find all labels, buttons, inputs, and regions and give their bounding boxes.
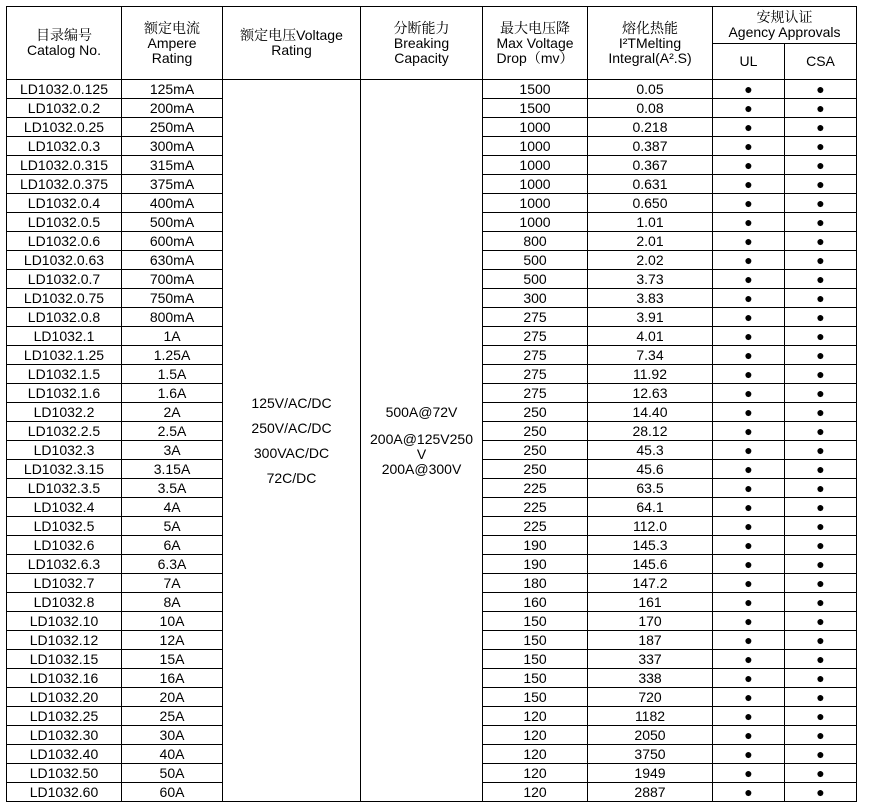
i2t-cell: 0.631 xyxy=(588,175,713,194)
ampere-cell: 1A xyxy=(122,327,223,346)
i2t-cell: 2.02 xyxy=(588,251,713,270)
csa-approval-cell: ● xyxy=(785,631,857,650)
breaking-capacity-line: 200A@300V xyxy=(381,460,462,477)
i2t-cell: 145.3 xyxy=(588,536,713,555)
ul-approval-cell: ● xyxy=(713,270,785,289)
ampere-cell: 3A xyxy=(122,441,223,460)
ampere-cell: 630mA xyxy=(122,251,223,270)
ul-approval-cell: ● xyxy=(713,593,785,612)
i2t-cell: 720 xyxy=(588,688,713,707)
ampere-cell: 200mA xyxy=(122,99,223,118)
drop-cell: 120 xyxy=(483,726,588,745)
catalog-cell: LD1032.6 xyxy=(7,536,122,555)
catalog-cell: LD1032.25 xyxy=(7,707,122,726)
ampere-cell: 15A xyxy=(122,650,223,669)
ul-approval-cell: ● xyxy=(713,99,785,118)
csa-approval-cell: ● xyxy=(785,555,857,574)
i2t-cell: 2050 xyxy=(588,726,713,745)
i2t-cell: 0.650 xyxy=(588,194,713,213)
i2t-cell: 170 xyxy=(588,612,713,631)
voltage-rating-line: 125V/AC/DC xyxy=(251,394,332,411)
csa-approval-cell: ● xyxy=(785,764,857,783)
catalog-cell: LD1032.0.375 xyxy=(7,175,122,194)
csa-approval-cell: ● xyxy=(785,726,857,745)
csa-approval-cell: ● xyxy=(785,137,857,156)
ul-approval-cell: ● xyxy=(713,422,785,441)
ul-approval-cell: ● xyxy=(713,289,785,308)
i2t-cell: 7.34 xyxy=(588,346,713,365)
csa-approval-cell: ● xyxy=(785,441,857,460)
ul-approval-cell: ● xyxy=(713,194,785,213)
csa-approval-cell: ● xyxy=(785,460,857,479)
drop-cell: 160 xyxy=(483,593,588,612)
catalog-cell: LD1032.16 xyxy=(7,669,122,688)
csa-approval-cell: ● xyxy=(785,156,857,175)
i2t-cell: 0.367 xyxy=(588,156,713,175)
drop-cell: 500 xyxy=(483,251,588,270)
catalog-cell: LD1032.0.25 xyxy=(7,118,122,137)
drop-cell: 1000 xyxy=(483,137,588,156)
i2t-header-en1: I²TMelting xyxy=(618,34,682,51)
catalog-cell: LD1032.0.125 xyxy=(7,80,122,99)
ampere-cell: 400mA xyxy=(122,194,223,213)
voltage-rating-line: 250V/AC/DC xyxy=(251,419,332,436)
breaking-capacity-line: V xyxy=(416,445,427,462)
csa-approval-cell: ● xyxy=(785,517,857,536)
voltage-rating-line: 300VAC/DC xyxy=(253,444,330,461)
catalog-cell: LD1032.0.63 xyxy=(7,251,122,270)
ul-approval-cell: ● xyxy=(713,156,785,175)
i2t-cell: 11.92 xyxy=(588,365,713,384)
csa-approval-cell: ● xyxy=(785,213,857,232)
i2t-header xyxy=(588,7,713,80)
csa-approval-cell: ● xyxy=(785,669,857,688)
csa-approval-cell: ● xyxy=(785,612,857,631)
drop-cell: 250 xyxy=(483,422,588,441)
ampere-cell: 20A xyxy=(122,688,223,707)
csa-approval-cell: ● xyxy=(785,688,857,707)
drop-header xyxy=(483,7,588,80)
ul-approval-cell: ● xyxy=(713,118,785,137)
catalog-cell: LD1032.0.7 xyxy=(7,270,122,289)
catalog-cell: LD1032.0.2 xyxy=(7,99,122,118)
ampere-cell: 750mA xyxy=(122,289,223,308)
breaking-header-cn: 分断能力 xyxy=(393,19,450,36)
ul-approval-cell: ● xyxy=(713,213,785,232)
drop-cell: 500 xyxy=(483,270,588,289)
catalog-cell: LD1032.6.3 xyxy=(7,555,122,574)
ampere-cell: 2A xyxy=(122,403,223,422)
breaking-capacity-cell xyxy=(361,80,483,802)
ul-approval-cell: ● xyxy=(713,745,785,764)
i2t-cell: 3750 xyxy=(588,745,713,764)
drop-cell: 120 xyxy=(483,764,588,783)
breaking-capacity-line: 200A@125V250 xyxy=(370,430,473,447)
ampere-cell: 125mA xyxy=(122,80,223,99)
i2t-cell: 1182 xyxy=(588,707,713,726)
ampere-header xyxy=(122,7,223,80)
ul-approval-cell: ● xyxy=(713,460,785,479)
ampere-cell: 6A xyxy=(122,536,223,555)
csa-approval-cell: ● xyxy=(785,99,857,118)
ul-approval-cell: ● xyxy=(713,631,785,650)
ul-approval-cell: ● xyxy=(713,251,785,270)
csa-approval-cell: ● xyxy=(785,175,857,194)
drop-cell: 300 xyxy=(483,289,588,308)
ampere-cell: 250mA xyxy=(122,118,223,137)
ul-approval-cell: ● xyxy=(713,384,785,403)
ul-header: UL xyxy=(713,43,785,80)
agency-header xyxy=(713,7,857,44)
catalog-header-en: Catalog No. xyxy=(27,42,101,58)
drop-cell: 250 xyxy=(483,441,588,460)
drop-cell: 150 xyxy=(483,612,588,631)
catalog-cell: LD1032.20 xyxy=(7,688,122,707)
ampere-cell: 40A xyxy=(122,745,223,764)
csa-approval-cell: ● xyxy=(785,422,857,441)
drop-cell: 180 xyxy=(483,574,588,593)
i2t-cell: 3.91 xyxy=(588,308,713,327)
ampere-cell: 4A xyxy=(122,498,223,517)
catalog-cell: LD1032.7 xyxy=(7,574,122,593)
catalog-cell: LD1032.12 xyxy=(7,631,122,650)
catalog-cell: LD1032.3.5 xyxy=(7,479,122,498)
i2t-cell: 1949 xyxy=(588,764,713,783)
i2t-cell: 64.1 xyxy=(588,498,713,517)
i2t-cell: 145.6 xyxy=(588,555,713,574)
ampere-cell: 50A xyxy=(122,764,223,783)
ampere-cell: 3.15A xyxy=(122,460,223,479)
ul-approval-cell: ● xyxy=(713,327,785,346)
ul-approval-cell: ● xyxy=(713,232,785,251)
voltage-rating-cell xyxy=(223,80,361,802)
drop-cell: 1000 xyxy=(483,175,588,194)
ul-approval-cell: ● xyxy=(713,764,785,783)
drop-cell: 190 xyxy=(483,536,588,555)
ampere-cell: 600mA xyxy=(122,232,223,251)
csa-approval-cell: ● xyxy=(785,251,857,270)
drop-cell: 120 xyxy=(483,745,588,764)
i2t-cell: 3.73 xyxy=(588,270,713,289)
catalog-cell: LD1032.30 xyxy=(7,726,122,745)
csa-approval-cell: ● xyxy=(785,346,857,365)
catalog-cell: LD1032.50 xyxy=(7,764,122,783)
drop-header-en2: Drop（mv） xyxy=(496,49,574,66)
drop-cell: 150 xyxy=(483,631,588,650)
table-body xyxy=(7,80,857,802)
catalog-cell: LD1032.3 xyxy=(7,441,122,460)
drop-cell: 1000 xyxy=(483,118,588,137)
ampere-cell: 60A xyxy=(122,783,223,802)
ul-approval-cell: ● xyxy=(713,346,785,365)
drop-cell: 1000 xyxy=(483,213,588,232)
ampere-cell: 6.3A xyxy=(122,555,223,574)
catalog-cell: LD1032.1.25 xyxy=(7,346,122,365)
i2t-cell: 0.08 xyxy=(588,99,713,118)
ul-approval-cell: ● xyxy=(713,726,785,745)
csa-approval-cell: ● xyxy=(785,80,857,99)
ampere-cell: 300mA xyxy=(122,137,223,156)
csa-approval-cell: ● xyxy=(785,118,857,137)
catalog-header xyxy=(7,7,122,80)
drop-header-en1: Max Voltage xyxy=(496,34,574,51)
i2t-cell: 338 xyxy=(588,669,713,688)
ampere-cell: 7A xyxy=(122,574,223,593)
ampere-cell: 30A xyxy=(122,726,223,745)
drop-cell: 225 xyxy=(483,517,588,536)
catalog-cell: LD1032.8 xyxy=(7,593,122,612)
ampere-cell: 16A xyxy=(122,669,223,688)
drop-cell: 150 xyxy=(483,669,588,688)
catalog-cell: LD1032.0.4 xyxy=(7,194,122,213)
table-row xyxy=(7,80,857,99)
i2t-cell: 12.63 xyxy=(588,384,713,403)
i2t-cell: 45.3 xyxy=(588,441,713,460)
drop-cell: 1500 xyxy=(483,99,588,118)
csa-approval-cell: ● xyxy=(785,270,857,289)
drop-cell: 275 xyxy=(483,384,588,403)
csa-approval-cell: ● xyxy=(785,707,857,726)
ampere-header-cn: 额定电流 xyxy=(144,19,200,36)
ul-approval-cell: ● xyxy=(713,688,785,707)
csa-approval-cell: ● xyxy=(785,403,857,422)
catalog-cell: LD1032.0.6 xyxy=(7,232,122,251)
ampere-cell: 1.25A xyxy=(122,346,223,365)
i2t-header-en2: Integral(A².S) xyxy=(608,49,692,66)
csa-approval-cell: ● xyxy=(785,536,857,555)
ampere-cell: 800mA xyxy=(122,308,223,327)
ul-approval-cell: ● xyxy=(713,574,785,593)
csa-approval-cell: ● xyxy=(785,232,857,251)
csa-approval-cell: ● xyxy=(785,384,857,403)
csa-approval-cell: ● xyxy=(785,479,857,498)
breaking-header-en2: Capacity xyxy=(394,49,449,66)
catalog-cell: LD1032.5 xyxy=(7,517,122,536)
i2t-cell: 45.6 xyxy=(588,460,713,479)
csa-approval-cell: ● xyxy=(785,745,857,764)
drop-cell: 1500 xyxy=(483,80,588,99)
ampere-cell: 3.5A xyxy=(122,479,223,498)
catalog-cell: LD1032.0.315 xyxy=(7,156,122,175)
ampere-cell: 315mA xyxy=(122,156,223,175)
breaking-capacity-line: 500A@72V xyxy=(385,403,458,420)
drop-cell: 275 xyxy=(483,365,588,384)
csa-approval-cell: ● xyxy=(785,783,857,802)
drop-cell: 120 xyxy=(483,707,588,726)
drop-cell: 275 xyxy=(483,327,588,346)
voltage-rating-line: 72C/DC xyxy=(266,469,317,486)
ampere-cell: 2.5A xyxy=(122,422,223,441)
ampere-cell: 700mA xyxy=(122,270,223,289)
catalog-cell: LD1032.40 xyxy=(7,745,122,764)
i2t-cell: 2887 xyxy=(588,783,713,802)
ul-approval-cell: ● xyxy=(713,175,785,194)
drop-cell: 150 xyxy=(483,688,588,707)
i2t-cell: 14.40 xyxy=(588,403,713,422)
drop-cell: 1000 xyxy=(483,156,588,175)
ul-approval-cell: ● xyxy=(713,80,785,99)
i2t-cell: 112.0 xyxy=(588,517,713,536)
i2t-cell: 1.01 xyxy=(588,213,713,232)
catalog-header-cn: 目录编号 xyxy=(36,27,92,43)
i2t-cell: 161 xyxy=(588,593,713,612)
ul-approval-cell: ● xyxy=(713,403,785,422)
csa-approval-cell: ● xyxy=(785,194,857,213)
catalog-cell: LD1032.1.6 xyxy=(7,384,122,403)
catalog-cell: LD1032.1 xyxy=(7,327,122,346)
drop-cell: 225 xyxy=(483,498,588,517)
ul-approval-cell: ● xyxy=(713,479,785,498)
agency-header-cn: 安规认证 xyxy=(756,8,813,25)
csa-header: CSA xyxy=(785,43,857,80)
csa-approval-cell: ● xyxy=(785,650,857,669)
catalog-cell: LD1032.3.15 xyxy=(7,460,122,479)
voltage-header xyxy=(223,7,361,80)
csa-approval-cell: ● xyxy=(785,498,857,517)
ampere-cell: 10A xyxy=(122,612,223,631)
csa-approval-cell: ● xyxy=(785,593,857,612)
drop-cell: 150 xyxy=(483,650,588,669)
drop-cell: 190 xyxy=(483,555,588,574)
fuse-spec-table xyxy=(6,6,857,802)
ampere-cell: 12A xyxy=(122,631,223,650)
i2t-cell: 63.5 xyxy=(588,479,713,498)
catalog-cell: LD1032.10 xyxy=(7,612,122,631)
i2t-cell: 3.83 xyxy=(588,289,713,308)
csa-approval-cell: ● xyxy=(785,574,857,593)
i2t-cell: 147.2 xyxy=(588,574,713,593)
ul-approval-cell: ● xyxy=(713,650,785,669)
ul-approval-cell: ● xyxy=(713,783,785,802)
i2t-cell: 4.01 xyxy=(588,327,713,346)
ul-approval-cell: ● xyxy=(713,612,785,631)
ul-approval-cell: ● xyxy=(713,137,785,156)
ampere-header-en2: Rating xyxy=(151,49,193,66)
drop-cell: 250 xyxy=(483,403,588,422)
csa-approval-cell: ● xyxy=(785,365,857,384)
breaking-header xyxy=(361,7,483,80)
ul-approval-cell: ● xyxy=(713,669,785,688)
drop-cell: 250 xyxy=(483,460,588,479)
ul-approval-cell: ● xyxy=(713,441,785,460)
catalog-cell: LD1032.2.5 xyxy=(7,422,122,441)
ul-approval-cell: ● xyxy=(713,517,785,536)
catalog-cell: LD1032.2 xyxy=(7,403,122,422)
catalog-cell: LD1032.60 xyxy=(7,783,122,802)
drop-cell: 225 xyxy=(483,479,588,498)
i2t-cell: 28.12 xyxy=(588,422,713,441)
i2t-cell: 187 xyxy=(588,631,713,650)
catalog-cell: LD1032.0.3 xyxy=(7,137,122,156)
catalog-cell: LD1032.0.75 xyxy=(7,289,122,308)
voltage-header-en: Rating xyxy=(271,42,312,58)
csa-approval-cell: ● xyxy=(785,308,857,327)
i2t-cell: 0.387 xyxy=(588,137,713,156)
i2t-cell: 0.05 xyxy=(588,80,713,99)
catalog-cell: LD1032.4 xyxy=(7,498,122,517)
i2t-header-cn: 熔化热能 xyxy=(622,19,678,36)
drop-cell: 275 xyxy=(483,346,588,365)
voltage-header-cn: 额定电压Voltage xyxy=(240,27,343,43)
breaking-header-en1: Breaking xyxy=(393,34,450,51)
ul-approval-cell: ● xyxy=(713,536,785,555)
ampere-cell: 1.5A xyxy=(122,365,223,384)
ampere-cell: 375mA xyxy=(122,175,223,194)
ampere-cell: 8A xyxy=(122,593,223,612)
ul-approval-cell: ● xyxy=(713,707,785,726)
agency-header-en: Agency Approvals xyxy=(728,23,841,40)
catalog-cell: LD1032.0.5 xyxy=(7,213,122,232)
csa-approval-cell: ● xyxy=(785,327,857,346)
drop-cell: 275 xyxy=(483,308,588,327)
drop-cell: 1000 xyxy=(483,194,588,213)
drop-header-cn: 最大电压降 xyxy=(500,19,570,36)
i2t-cell: 2.01 xyxy=(588,232,713,251)
ul-approval-cell: ● xyxy=(713,308,785,327)
ul-approval-cell: ● xyxy=(713,365,785,384)
ampere-cell: 500mA xyxy=(122,213,223,232)
catalog-cell: LD1032.0.8 xyxy=(7,308,122,327)
i2t-cell: 0.218 xyxy=(588,118,713,137)
ampere-header-en1: Ampere xyxy=(147,34,197,51)
catalog-cell: LD1032.15 xyxy=(7,650,122,669)
catalog-cell: LD1032.1.5 xyxy=(7,365,122,384)
i2t-cell: 337 xyxy=(588,650,713,669)
ampere-cell: 1.6A xyxy=(122,384,223,403)
csa-approval-cell: ● xyxy=(785,289,857,308)
drop-cell: 800 xyxy=(483,232,588,251)
drop-cell: 120 xyxy=(483,783,588,802)
ul-approval-cell: ● xyxy=(713,498,785,517)
ampere-cell: 25A xyxy=(122,707,223,726)
ampere-cell: 5A xyxy=(122,517,223,536)
ul-approval-cell: ● xyxy=(713,555,785,574)
